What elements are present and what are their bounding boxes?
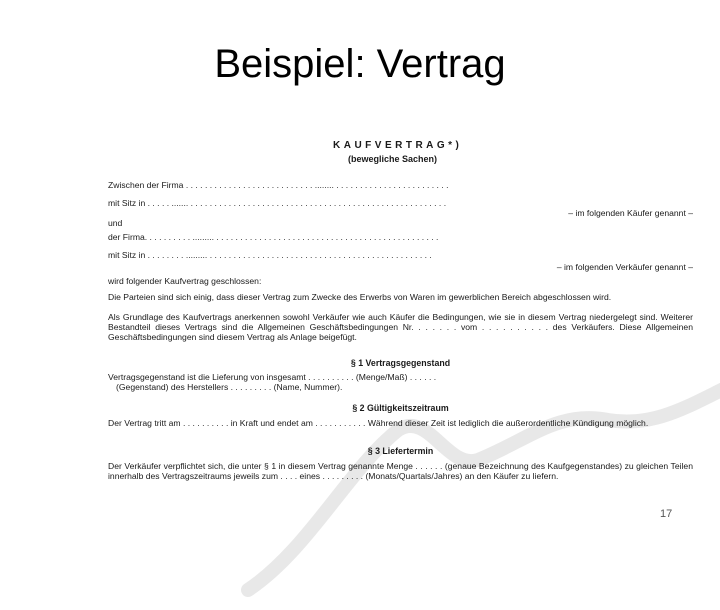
section-2-title: § 2 Gültigkeitszeitraum <box>352 403 449 413</box>
section-2-text: Der Vertrag tritt am . . . . . . . . . . in Kraft und endet am . . . . . . . . . . . Während dieser Zeit ist lediglich die außerordentliche Kündigung möglich. <box>108 418 649 428</box>
line-and: und <box>108 218 123 228</box>
line-buyer-seat: mit Sitz in . . . . . ....... . . . . . . . . . . . . . . . . . . . . . . . . . . . . . . . . . . . . . . . . . . . . . . . . . . . . . . <box>108 198 447 208</box>
section-1-line-1: Vertragsgegenstand ist die Lieferung von insgesamt . . . . . . . . . . (Menge/Maß) . . . . . . <box>108 372 437 382</box>
document-subtitle: (bewegliche Sachen) <box>348 154 438 164</box>
page-number: 17 <box>660 508 673 520</box>
line-seller-label: – im folgenden Verkäufer genannt – <box>556 262 693 272</box>
line-contract-intro: wird folgender Kaufvertrag geschlossen: <box>108 276 262 286</box>
line-buyer-firm: Zwischen der Firma . . . . . . . . . . . . . . . . . . . . . . . . . . . ........ . . . . . . . . . . . . . . . . . . . . . . . . <box>108 180 449 190</box>
section-3-title: § 3 Liefertermin <box>367 446 434 456</box>
contract-document <box>108 140 693 495</box>
paragraph-basis: Als Grundlage des Kaufvertrags anerkennen sowohl Verkäufer wie auch Käufer die Bedingungen, wie sie in diesem Vertrag niedergelegt sind. Weiterer Bestandteil dieses Vertrags sind die Allgemeinen Geschäftsbedingungen Nr. . . . . . . vom . . . . . . . . . . des Verkäufers. Diese Allgemeinen Geschäftsbedingungen sind diesem Vertrag als Anlage beigefügt. <box>108 312 693 342</box>
paragraph-purpose: Die Parteien sind sich einig, dass dieser Vertrag zum Zwecke des Erwerbs von Waren im gewerblichen Bereich abgeschlossen wird. <box>108 292 612 302</box>
slide-title: Beispiel: Vertrag <box>214 42 506 86</box>
section-1-title: § 1 Vertragsgegenstand <box>350 358 451 368</box>
section-1-line-2: (Gegenstand) des Herstellers . . . . . . . . . (Name, Nummer). <box>116 382 343 392</box>
line-buyer-label: – im folgenden Käufer genannt – <box>568 208 693 218</box>
line-seller-seat: mit Sitz in . . . . . . . . ......... . . . . . . . . . . . . . . . . . . . . . . . . . . . . . . . . . . . . . . . . . . . . . . . <box>108 250 432 260</box>
line-seller-firm: der Firma. . . . . . . . . . ......... . . . . . . . . . . . . . . . . . . . . . . . . . . . . . . . . . . . . . . . . . . . . . . . <box>108 232 439 242</box>
section-3-text: Der Verkäufer verpflichtet sich, die unter § 1 in diesem Vertrag genannte Menge . . . . . . (genaue Bezeichnung des Kaufgegenstandes) zu gleichen Teilen innerhalb des Vertragszeitraums jeweils zum . . . . eines . . . . . . . . . (Monats/Quartals/Jahres) an den Käufer zu liefern. <box>108 461 693 481</box>
document-title: KAUFVERTRAG*) <box>333 140 463 151</box>
